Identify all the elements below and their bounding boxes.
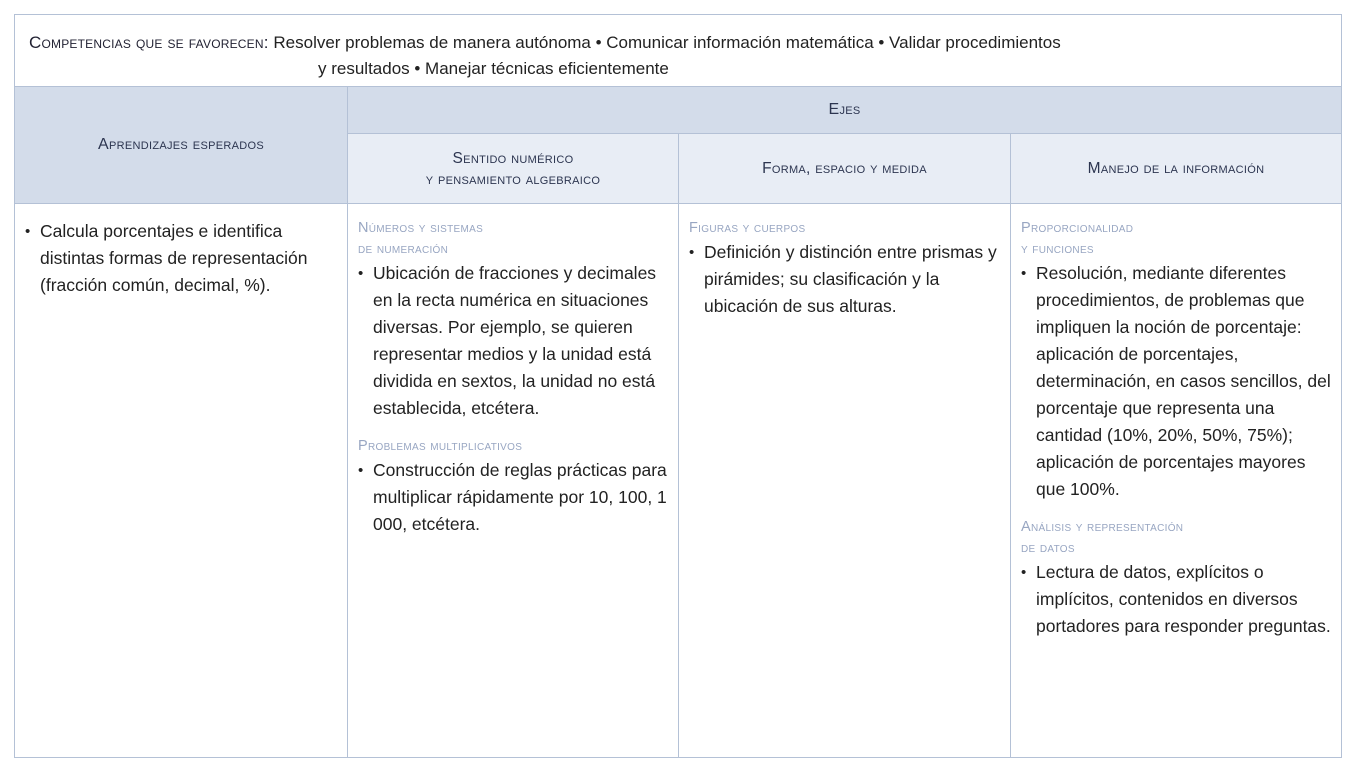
- bullet-icon: •: [358, 265, 364, 282]
- list-item: [1021, 260, 1335, 503]
- sentido-numerico-column: [348, 204, 679, 757]
- topic-heading: [358, 436, 672, 457]
- content-text: Definición y distinción entre prismas y pirámides; su clasificación y la ubicación de sus alturas.: [704, 242, 997, 316]
- axis-header-sentido-numerico: [348, 134, 679, 204]
- topic-heading-line: Análisis y representación: [1021, 519, 1184, 535]
- competencias-row: [15, 15, 1341, 87]
- topic-heading-line: Proporcionalidad: [1021, 220, 1134, 236]
- list-item: [1021, 559, 1335, 640]
- content-text: Construcción de reglas prácticas para multiplicar rápidamente por 10, 100, 1 000, etcétera.: [373, 460, 667, 534]
- curriculum-table: [14, 14, 1342, 758]
- aprendizaje-text: Calcula porcentajes e identifica distintas formas de representación (fracción común, decimal, %).: [40, 221, 308, 295]
- topic-heading-line: de numeración: [358, 241, 449, 257]
- topic-heading: [689, 218, 1004, 239]
- topic-heading-line: de datos: [1021, 540, 1075, 556]
- topic-heading: [1021, 218, 1335, 260]
- content-text: Resolución, mediante diferentes procedimientos, de problemas que impliquen la noción de porcentaje: aplicación de porcentajes, determinación, en casos sencillos, del porcentaje que representa una cantidad (10%, 20%, 50%, 75%); aplicación de porcentajes mayores que 100%.: [1036, 263, 1331, 499]
- topic-heading-line: y funciones: [1021, 241, 1094, 257]
- axis-header-line: Manejo de la información: [1087, 160, 1265, 177]
- forma-espacio-column: [679, 204, 1011, 757]
- axis-header-line: Forma, espacio y medida: [762, 160, 927, 177]
- topic-heading-line: Figuras y cuerpos: [689, 220, 806, 236]
- list-item: [689, 239, 1004, 320]
- aprendizajes-column: [15, 204, 348, 757]
- competencias-text-line1: Resolver problemas de manera autónoma • Comunicar información matemática • Validar procedimientos: [268, 33, 1061, 52]
- list-item: [25, 218, 337, 299]
- competencias-text-line2: y resultados • Manejar técnicas eficientemente: [318, 59, 669, 78]
- topic-heading-line: Números y sistemas: [358, 220, 484, 236]
- list-item: [358, 457, 672, 538]
- topic-heading-line: Problemas multiplicativos: [358, 438, 523, 454]
- topic-heading: [1021, 517, 1335, 559]
- bullet-icon: •: [25, 223, 31, 240]
- axis-header-line: Sentido numérico: [452, 149, 574, 167]
- aprendizajes-header: Aprendizajes esperados: [15, 87, 348, 204]
- list-item: [358, 260, 672, 422]
- competencias-label: Competencias que se favorecen:: [29, 33, 269, 52]
- content-text: Lectura de datos, explícitos o implícitos, contenidos en diversos portadores para responder preguntas.: [1036, 562, 1331, 636]
- topic-heading: [358, 218, 672, 260]
- ejes-header: Ejes: [348, 87, 1341, 134]
- bullet-icon: •: [1021, 564, 1027, 581]
- manejo-informacion-column: [1011, 204, 1341, 757]
- content-text: Ubicación de fracciones y decimales en la recta numérica en situaciones diversas. Por ejemplo, se quieren representar medios y la unidad está dividida en sextos, la unidad no está establecida, etcétera.: [373, 263, 657, 418]
- axis-header-forma-espacio: [679, 134, 1011, 204]
- axis-header-line: y pensamiento algebraico: [425, 170, 601, 188]
- axis-header-manejo-informacion: [1011, 134, 1341, 204]
- bullet-icon: •: [689, 244, 695, 261]
- bullet-icon: •: [1021, 265, 1027, 282]
- bullet-icon: •: [358, 462, 364, 479]
